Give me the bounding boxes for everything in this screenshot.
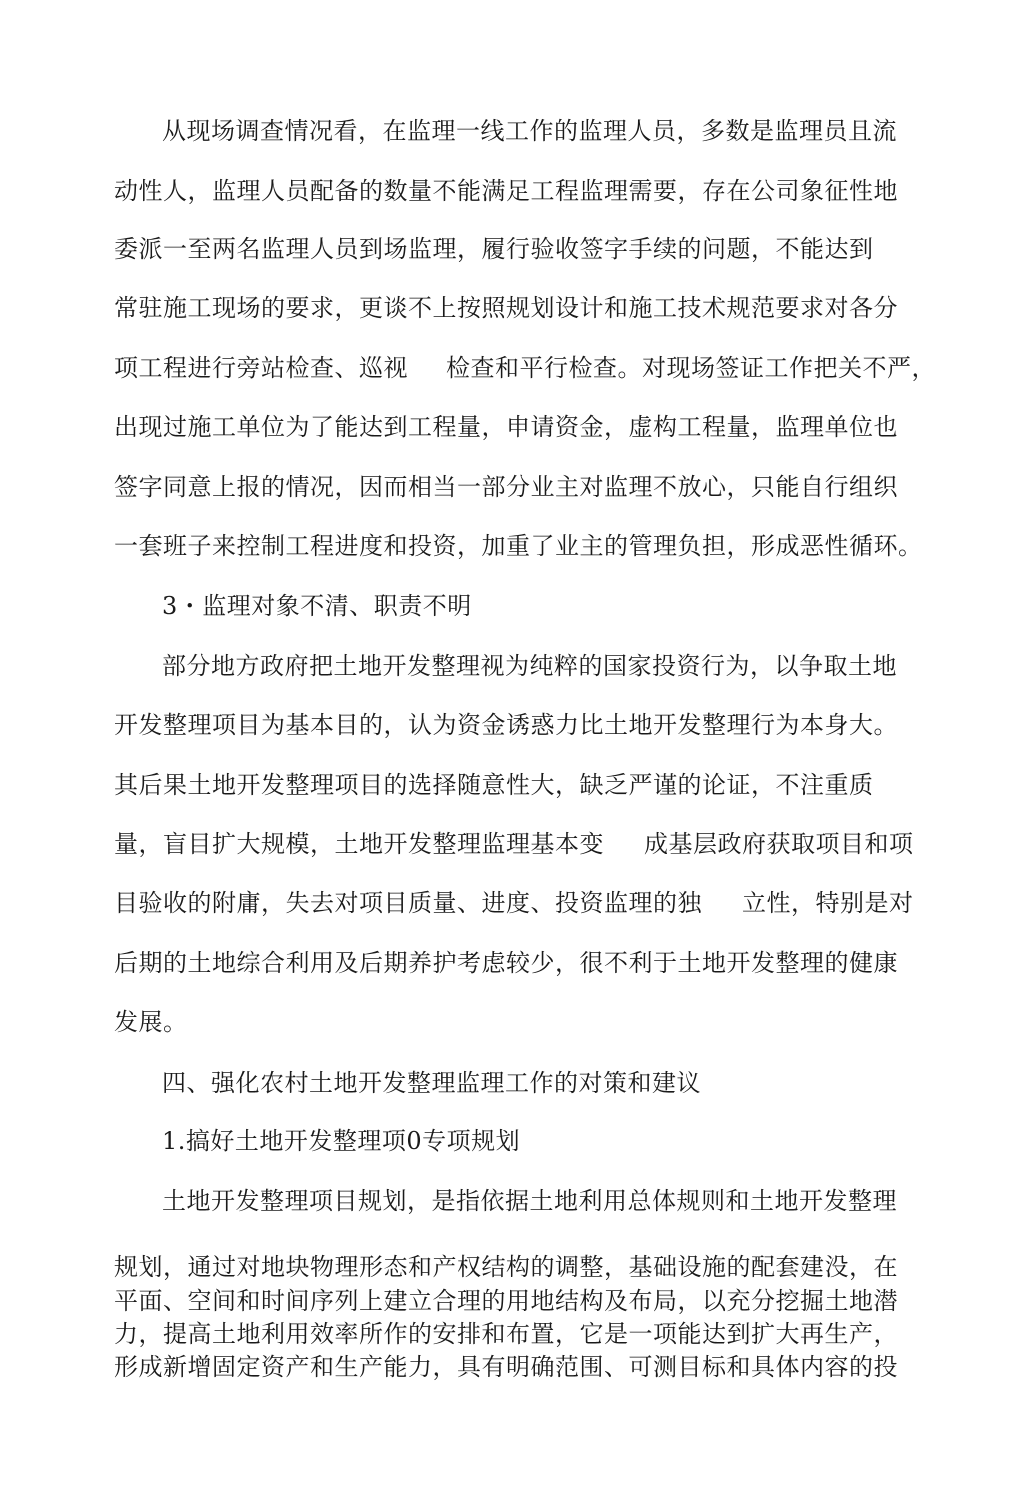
subsection-heading: 1.搞好土地开发整理项0专项规划 xyxy=(162,1127,521,1155)
paragraph-line: 量，盲目扩大规模，土地开发整理监理基本变 xyxy=(114,830,604,858)
paragraph-line: 一套班子来控制工程进度和投资，加重了业主的管理负担，形成恶性循环。 xyxy=(114,532,923,560)
paragraph-line: 力，提高土地利用效率所作的安排和布置，它是一项能达到扩大再生产， xyxy=(114,1320,898,1348)
paragraph-line: 签字同意上报的情况，因而相当一部分业主对监理不放心，只能自行组织 xyxy=(114,473,898,501)
paragraph-line: 部分地方政府把土地开发整理视为纯粹的国家投资行为，以争取土地 xyxy=(162,652,897,680)
paragraph-line: 形成新增固定资产和生产能力，具有明确范围、可测目标和具体内容的投 xyxy=(114,1353,898,1381)
paragraph-line: 土地开发整理项目规划，是指依据土地利用总体规则和土地开发整理 xyxy=(162,1187,897,1215)
paragraph-line: 发展。 xyxy=(114,1008,188,1036)
paragraph-line: 规划，通过对地块物理形态和产权结构的调整，基础设施的配套建没，在 xyxy=(114,1253,898,1281)
paragraph-line: 平面、空间和时间序列上建立合理的用地结构及布局，以充分挖掘土地潜 xyxy=(114,1287,898,1315)
paragraph-line: 成基层政府获取项目和项 xyxy=(644,830,914,858)
paragraph-line: 检查和平行检查。对现场签证工作把关不严， xyxy=(446,354,936,382)
paragraph-line: 立性，特别是对 xyxy=(742,889,914,917)
paragraph-line: 项工程进行旁站检查、巡视 xyxy=(114,354,408,382)
paragraph-line: 委派一至两名监理人员到场监理，履行验收签字手续的问题，不能达到 xyxy=(114,235,874,263)
paragraph-line: 常驻施工现场的要求，更谈不上按照规划设计和施工技术规范要求对各分 xyxy=(114,294,898,322)
section-heading: 3・监理对象不清、职责不明 xyxy=(162,592,472,620)
paragraph-line: 其后果土地开发整理项目的选择随意性大，缺乏严谨的论证，不注重质 xyxy=(114,771,874,799)
paragraph-line: 动性人，监理人员配备的数量不能满足工程监理需要，存在公司象征性地 xyxy=(114,177,898,205)
paragraph-line: 后期的土地综合利用及后期养护考虑较少，很不利于土地开发整理的健康 xyxy=(114,949,898,977)
paragraph-line: 目验收的附庸，失去对项目质量、进度、投资监理的独 xyxy=(114,889,702,917)
section-heading: 四、强化农村土地开发整理监理工作的对策和建议 xyxy=(162,1069,701,1097)
paragraph-line: 从现场调查情况看，在监理一线工作的监理人员，多数是监理员且流 xyxy=(162,117,897,145)
paragraph-line: 开发整理项目为基本目的，认为资金诱惑力比土地开发整理行为本身大。 xyxy=(114,711,898,739)
paragraph-line: 出现过施工单位为了能达到工程量，申请资金，虚构工程量，监理单位也 xyxy=(114,413,898,441)
